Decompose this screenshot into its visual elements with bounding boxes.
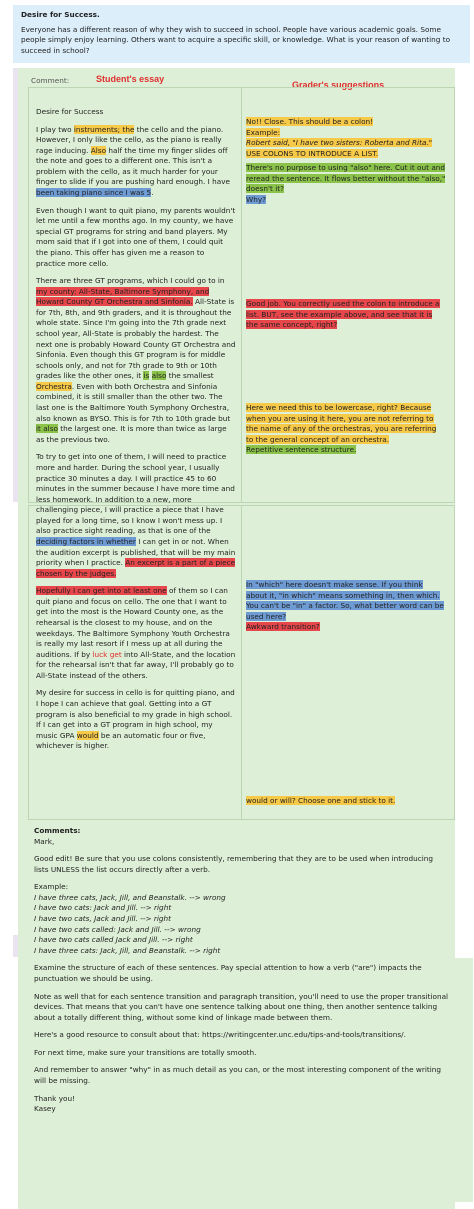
comments-paragraph: Good edit! Be sure that you use colons consistently, remembering that they are to be used when introducing lists UNLESS the list occurs directly after a verb. [34, 854, 434, 874]
flagged-text: luck get [92, 649, 122, 659]
comments-paragraph: Note as well that for each sentence transition and paragraph transition, you'll need to use the proper transitional devices. That means that you can't have one sentence talking about one thing, then another sentence talking about a totally different thing, without some kind of linkage made between them. [34, 991, 449, 1022]
comments-signoff: Thank you! [34, 1093, 76, 1103]
highlight: An excerpt is a part of a piece chosen by the judges. [36, 558, 236, 578]
comments-paragraph: And remember to answer "why" in as much detail as you can, or the most interesting component of the writing will be missing. [34, 1065, 442, 1085]
essay-part-1 [36, 107, 236, 759]
highlight: is [143, 371, 150, 381]
essay-title: Desire for Success [36, 107, 104, 116]
grader-note-6: Repetitive sentence structure. [246, 445, 357, 455]
prompt-box [13, 5, 470, 63]
essay-paragraph-1: I play two instruments; the the cello and the piano. However, I only like the cello, as the piano is really rage inducing. Also half the time my finger slides off the note and goes to a different one. This isn't a problem with the cello, as it much harder for your finger to slide if you are pushing hard enough. I have been taking piano since I was 5. [36, 124, 231, 198]
comments-example: I have two cats called Jack and Jill. --> right [34, 935, 193, 945]
comments-paragraph: For next time, make sure your transitions are totally smooth. [34, 1047, 257, 1057]
student-essay-header: Student's essay [96, 74, 165, 84]
highlight: instruments; the [73, 124, 135, 134]
grader-note-2: There's no purpose to using "also" here. Cut it out and reread the sentence. It flows better without the "also," doesn't it? Why? [246, 163, 446, 204]
essay-paragraph-5: Hopefully I can get into at least one of them so I can quit piano and focus on cello. The one that I want to get into the most is the Howard County one, as the rehearsal is the closest to my house, and on the weekdays. The Baltimore Symphony Youth Orchestra is really my last resort if I mess up at all during the auditions. If by luck get into All-State, and the location for the rehearsal isn't that far away, I'll probably go to All-State instead of the others. [36, 586, 236, 680]
highlight: my county: All-State, Baltimore Symphony, and Howard County GT Orchestra and Sinfonia. [36, 286, 210, 307]
comments-heading: Comments: [34, 826, 81, 835]
essay-paragraph-6: My desire for success in cello is for quitting piano, and I hope I can achieve that goal. Getting into a GT program is also beneficial to my grade in high school. If I can get into a GT program in high school, my music GPA would be an automatic four or five, whichever is higher. [36, 688, 235, 751]
grader-note-1: No!! Close. This should be a colon! Example: Robert said, "I have two sisters: Roberta and Rita." USE COLONS TO INTRODUCE A LIST. [246, 117, 433, 158]
comments-example-label: Example: [34, 882, 69, 892]
grader-note-8: Awkward transition? [246, 622, 320, 632]
comments-example: I have two cats called: Jack and Jill. --> wrong [34, 924, 201, 934]
grader-suggestions-header: Grader's suggestions [292, 80, 385, 90]
comments-signature: Kasey [34, 1104, 56, 1114]
feedback-panel-extension [452, 958, 473, 1202]
essay-paragraph-3: There are three GT programs, which I could go to in my county: All-State, Baltimore Symphony, and Howard County GT Orchestra and Sinfonia. All-State is for 7th, 8th, and 9th graders, and it is throughout the whole state. Since I'm going into the 7th grade next school year, All-State is probably the hardest. The next one is probably Howard County GT Orchestra and Sinfonia. Even though this GT program is for middle schools only, and not for 7th grade to 9th or 10th grades like the other ones, it is also the smallest Orchestra. Even with both Orchestra and Sinfonia combined, it is still smaller than the other two. The last one is the Baltimore Youth Symphony Orchestra, also known as BYSO. This is for 7th to 10th grade but it also the largest one. It is more than twice as large as the previous two. [36, 276, 236, 444]
highlight: deciding factors in whether [36, 536, 136, 546]
highlight: would [76, 730, 99, 740]
highlight: been taking piano since I was 5 [36, 188, 152, 198]
grader-note-5: Here we need this to be lowercase, right? Because when you are using it here, you are not referring to the name of any of the orchestras, you are referring to the general concept of an orchestra. Repetitive sentence structure. [246, 403, 437, 455]
prompt-text: Everyone has a different reason of why they wish to succeed in school. People have various academic goals. Some people simply enjoy learning. Others want to acquire a specific skill, or knowledge. What is your reason of wanting to succeed in school? [21, 24, 451, 55]
highlight: also [151, 371, 167, 381]
prompt-title: Desire for Success. [21, 10, 100, 19]
essay-paragraph-2: Even though I want to quit piano, my parents wouldn't let me until a few months ago. In my county, we have special GT programs for string and band players. My mom said that if I got into one of them, I could quit the piano. This offer has given me a reason to practice more cello. [36, 205, 236, 268]
comments-example: I have two cats, Jack and Jill. --> right [34, 914, 172, 924]
essay-paragraph-4: To try to get into one of them, I will need to practice more and harder. During the school year, I usually practice 30 minutes a day. I will practice 45 to 60 minutes in the summer because I have more time and less homework. In addition to a new, more challenging piece, I will practice a piece that I have played for a long time, so I know I won't mess up. I also practice sight reading, as that is one of the deciding factors in whether I can get in or not. When the audition excerpt is published, that will be my main priority when I practice. An excerpt is a part of a piece chosen by the judges. [36, 452, 236, 578]
grader-note-3: Why? [246, 194, 267, 204]
comments-greeting: Mark, [34, 836, 55, 846]
highlight: Orchestra [36, 381, 72, 391]
grader-comments [34, 826, 449, 1115]
grader-note-9: would or will? Choose one and stick to it. [246, 796, 396, 805]
comment-label: Comment: [31, 76, 70, 85]
grader-note-7: In "which" here doesn't make sense. If you think about it, "in which" means something in, then which. You can't be "in" a factor. So, what better word can be used here? Awkward transition? [246, 580, 444, 632]
comments-example: I have three cats: Jack, Jill, and Beanstalk. --> right [34, 945, 221, 955]
comments-example: I have three cats, Jack, Jill, and Beanstalk. --> wrong [34, 892, 226, 902]
highlight: it also [36, 424, 58, 434]
comments-paragraph: Examine the structure of each of these sentences. Pay special attention to how a verb ("are") impacts the punctuation we should be using. [34, 963, 422, 983]
highlight: Also [90, 145, 107, 155]
comments-resource: Here's a good resource to consult about that: https://writingcenter.unc.edu/tips-and-tools/transitions/. [34, 1030, 406, 1040]
highlight: Hopefully I can get into at least one [36, 586, 167, 596]
grader-note-4: Good job. You correctly used the colon to introduce a list. BUT, see the example above, and see that it is the same concept, right? [246, 299, 440, 330]
comments-example: I have two cats: Jack and Jill. --> right [34, 903, 172, 913]
